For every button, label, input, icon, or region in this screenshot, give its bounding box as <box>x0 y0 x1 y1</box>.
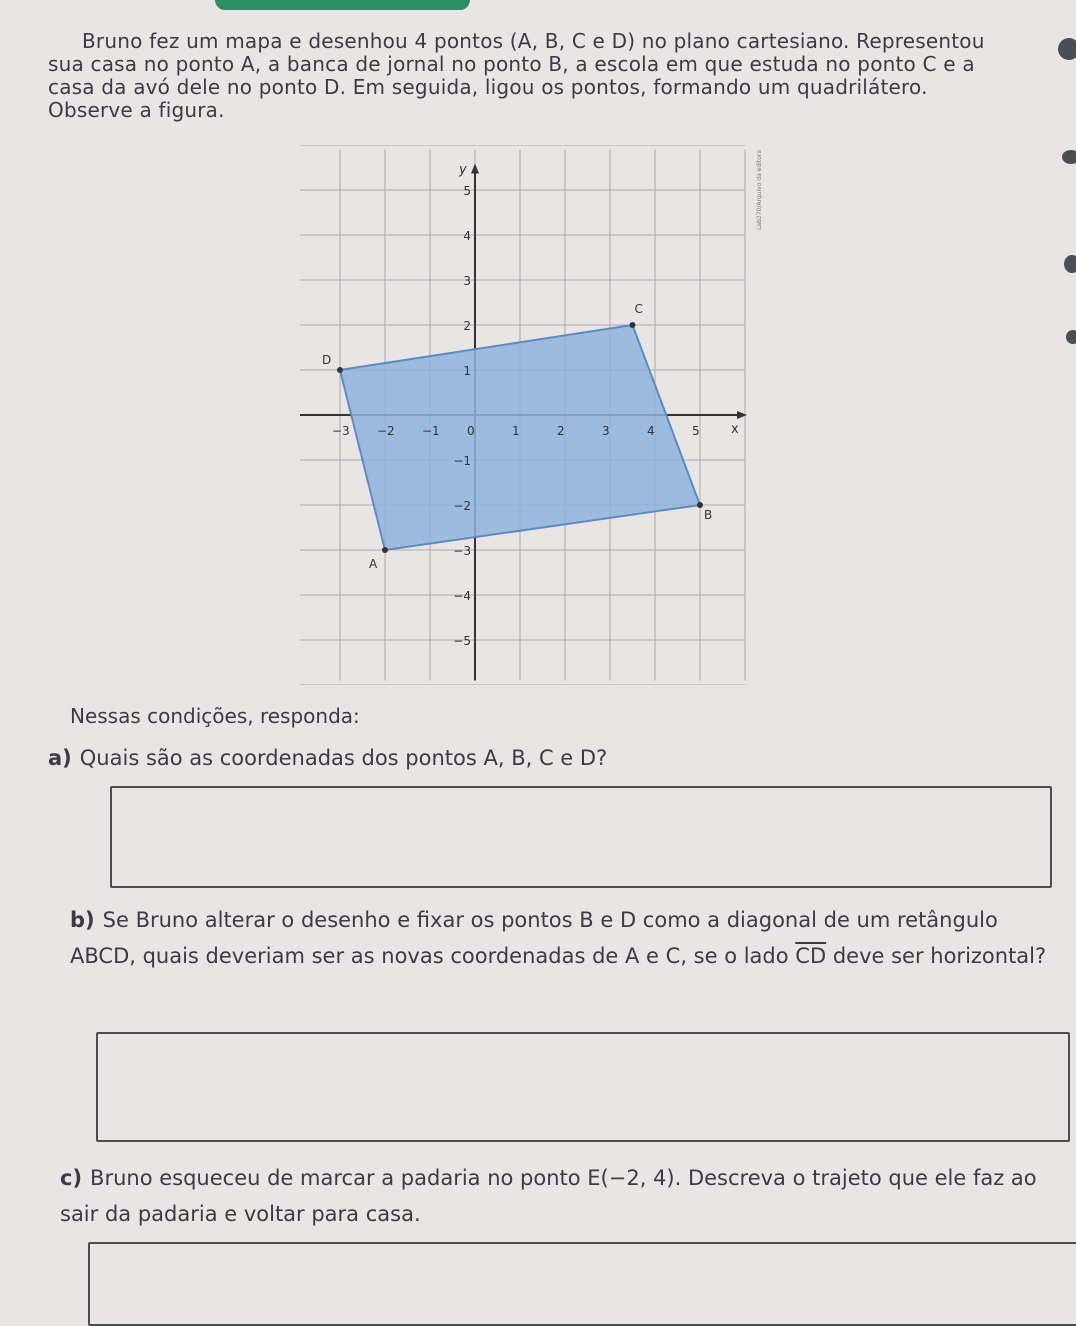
question-letter: c) <box>60 1166 83 1190</box>
intro-text: Bruno fez um mapa e desenhou 4 pontos (A, B, C e D) no plano cartesiano. Representou sua casa no ponto A, a banca de jornal no ponto B, a escola em que estuda no ponto C e a casa da avó dele no ponto D. Em seguida, ligou os pontos, formando um quadrilátero. Observe a figura. <box>48 29 985 122</box>
y-tick-label: 5 <box>463 184 471 198</box>
point-b <box>697 502 703 508</box>
y-tick-label: −1 <box>453 454 471 468</box>
y-tick-label: −5 <box>453 634 471 648</box>
question-letter: a) <box>48 746 72 770</box>
cartesian-plane <box>300 145 770 685</box>
point-label-c: C <box>634 302 643 316</box>
answer-box-a[interactable] <box>110 786 1052 888</box>
x-tick-label: 4 <box>647 424 655 438</box>
point-c <box>630 322 636 328</box>
x-tick-label: −2 <box>377 424 395 438</box>
y-tick-label: 1 <box>463 364 471 378</box>
point-label-d: D <box>322 353 332 367</box>
question-c-text: Bruno esqueceu de marcar a padaria no ponto E(−2, 4). Descreva o trajeto que ele faz ao sair da padaria e voltar para casa. <box>60 1166 1037 1226</box>
x-tick-label: 5 <box>692 424 700 438</box>
x-axis-label: x <box>731 422 739 437</box>
y-tick-label: −2 <box>453 499 471 513</box>
y-axis-arrow <box>471 164 479 174</box>
page-edge-mark <box>1064 255 1076 273</box>
answer-box-c[interactable] <box>88 1242 1076 1326</box>
question-a <box>48 740 1048 776</box>
question-c <box>60 1160 1076 1232</box>
y-tick-label: 3 <box>463 274 471 288</box>
point-label-b: B <box>704 508 713 522</box>
x-tick-label: 2 <box>557 424 565 438</box>
question-b-text-2: deve ser horizontal? <box>832 944 1047 968</box>
questions-heading: Nessas condições, responda: <box>70 704 360 728</box>
image-credit: Lab270/Arquivo da editora <box>756 150 763 230</box>
x-tick-label: 3 <box>602 424 610 438</box>
question-b <box>70 902 1070 974</box>
answer-box-b[interactable] <box>96 1032 1070 1142</box>
page-edge-mark <box>1058 38 1076 60</box>
question-a-text: Quais são as coordenadas dos pontos A, B, C e D? <box>79 746 608 770</box>
y-tick-label: −4 <box>453 589 471 603</box>
segment-cd: $\overline{CD}$ <box>795 944 827 968</box>
point-a <box>382 547 388 553</box>
y-tick-label: 2 <box>463 319 471 333</box>
header-tab <box>215 0 470 10</box>
x-tick-label: 0 <box>467 424 475 438</box>
y-axis-label: y <box>459 162 467 178</box>
question-letter: b) <box>70 908 95 932</box>
question-b-text-1: Se Bruno alterar o desenho e fixar os pontos B e D como a diagonal de um retângulo ABCD, quais deveriam ser as novas coordenadas de A e C, se o lado <box>70 908 998 968</box>
y-tick-label: −3 <box>453 544 471 558</box>
point-d <box>337 367 343 373</box>
x-tick-label: −3 <box>332 424 350 438</box>
y-tick-label: 4 <box>463 229 471 243</box>
page-edge-mark <box>1062 150 1076 164</box>
x-tick-label: 1 <box>512 424 520 438</box>
point-label-a: A <box>369 557 378 571</box>
intro-paragraph <box>48 30 1008 122</box>
x-tick-label: −1 <box>422 424 440 438</box>
page-edge-mark <box>1066 330 1076 344</box>
